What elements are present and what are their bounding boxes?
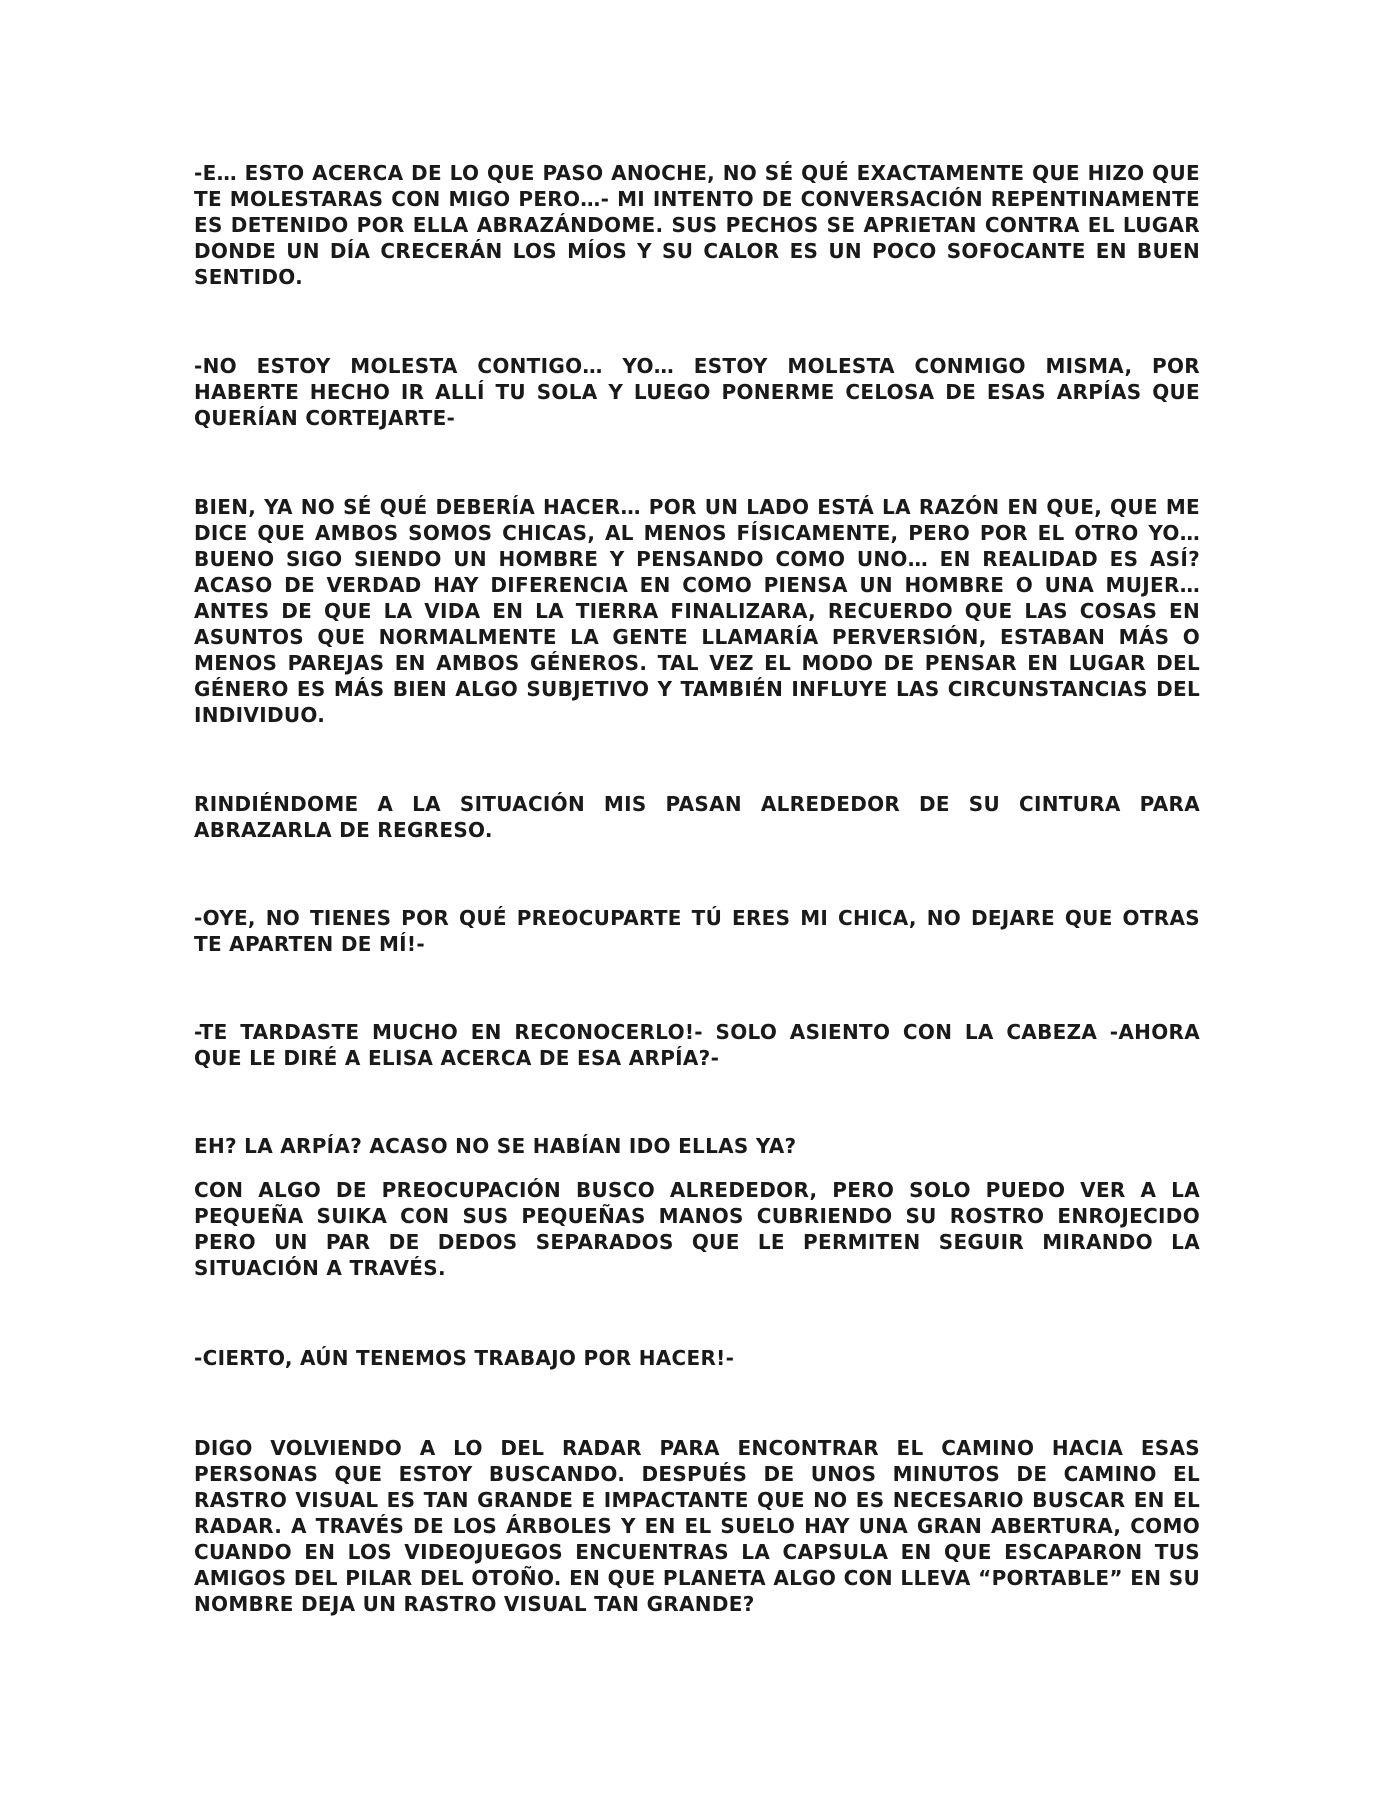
paragraph-9: -CIERTO, AÚN TENEMOS TRABAJO POR HACER!-	[194, 1346, 735, 1370]
paragraph-1: -E… ESTO ACERCA DE LO QUE PASO ANOCHE, NO SÉ QUÉ EXACTAMENTE QUE HIZO QUE TE MOLESTARAS CON MIGO PERO…- MI INTENTO DE CONVERSACIÓN REPENTINAMENTE ES DETENIDO POR ELLA ABRAZÁNDOME. SUS PECHOS SE APRIETAN CONTRA EL LUGAR DONDE UN DÍA CRECERÁN LOS MÍOS Y SU CALOR ES UN POCO SOFOCANTE EN BUEN SENTIDO.	[194, 161, 1200, 289]
paragraph-2: -NO ESTOY MOLESTA CONTIGO… YO… ESTOY MOLESTA CONMIGO MISMA, POR HABERTE HECHO IR ALLÍ TU SOLA Y LUEGO PONERME CELOSA DE ESAS ARPÍAS QUE QUERÍAN CORTEJARTE-	[194, 354, 1200, 430]
paragraph-3: BIEN, YA NO SÉ QUÉ DEBERÍA HACER… POR UN LADO ESTÁ LA RAZÓN EN QUE, QUE ME DICE QUE AMBOS SOMOS CHICAS, AL MENOS FÍSICAMENTE, PERO POR EL OTRO YO… BUENO SIGO SIENDO UN HOMBRE Y PENSANDO COMO UNO… EN REALIDAD ES ASÍ? ACASO DE VERDAD HAY DIFERENCIA EN COMO PIENSA UN HOMBRE O UNA MUJER… ANTES DE QUE LA VIDA EN LA TIERRA FINALIZARA, RECUERDO QUE LAS COSAS EN ASUNTOS QUE NORMALMENTE LA GENTE LLAMARÍA PERVERSIÓN, ESTABAN MÁS O MENOS PAREJAS EN AMBOS GÉNEROS. TAL VEZ EL MODO DE PENSAR EN LUGAR DEL GÉNERO ES MÁS BIEN ALGO SUBJETIVO Y TAMBIÉN INFLUYE LAS CIRCUNSTANCIAS DEL INDIVIDUO.	[194, 495, 1200, 727]
body-text	[194, 160, 1200, 1617]
paragraph-6: -TE TARDASTE MUCHO EN RECONOCERLO!- SOLO ASIENTO CON LA CABEZA -AHORA QUE LE DIRÉ A ELISA ACERCA DE ESA ARPÍA?-	[194, 1020, 1200, 1070]
paragraph-8: CON ALGO DE PREOCUPACIÓN BUSCO ALREDEDOR, PERO SOLO PUEDO VER A LA PEQUEÑA SUIKA CON SUS PEQUEÑAS MANOS CUBRIENDO SU ROSTRO ENROJECIDO PERO UN PAR DE DEDOS SEPARADOS QUE LE PERMITEN SEGUIR MIRANDO LA SITUACIÓN A TRAVÉS.	[194, 1178, 1200, 1280]
paragraph-7: EH? LA ARPÍA? ACASO NO SE HABÍAN IDO ELLAS YA?	[194, 1134, 797, 1158]
paragraph-4: RINDIÉNDOME A LA SITUACIÓN MIS PASAN ALREDEDOR DE SU CINTURA PARA ABRAZARLA DE REGRESO.	[194, 792, 1200, 842]
paragraph-5: -OYE, NO TIENES POR QUÉ PREOCUPARTE TÚ ERES MI CHICA, NO DEJARE QUE OTRAS TE APARTEN DE MÍ!-	[194, 906, 1200, 956]
paragraph-10: DIGO VOLVIENDO A LO DEL RADAR PARA ENCONTRAR EL CAMINO HACIA ESAS PERSONAS QUE ESTOY BUSCANDO. DESPUÉS DE UNOS MINUTOS DE CAMINO EL RASTRO VISUAL ES TAN GRANDE E IMPACTANTE QUE NO ES NECESARIO BUSCAR EN EL RADAR. A TRAVÉS DE LOS ÁRBOLES Y EN EL SUELO HAY UNA GRAN ABERTURA, COMO CUANDO EN LOS VIDEOJUEGOS ENCUENTRAS LA CAPSULA EN QUE ESCAPARON TUS AMIGOS DEL PILAR DEL OTOÑO. EN QUE PLANETA ALGO CON LLEVA “PORTABLE” EN SU NOMBRE DEJA UN RASTRO VISUAL TAN GRANDE?	[194, 1436, 1200, 1616]
